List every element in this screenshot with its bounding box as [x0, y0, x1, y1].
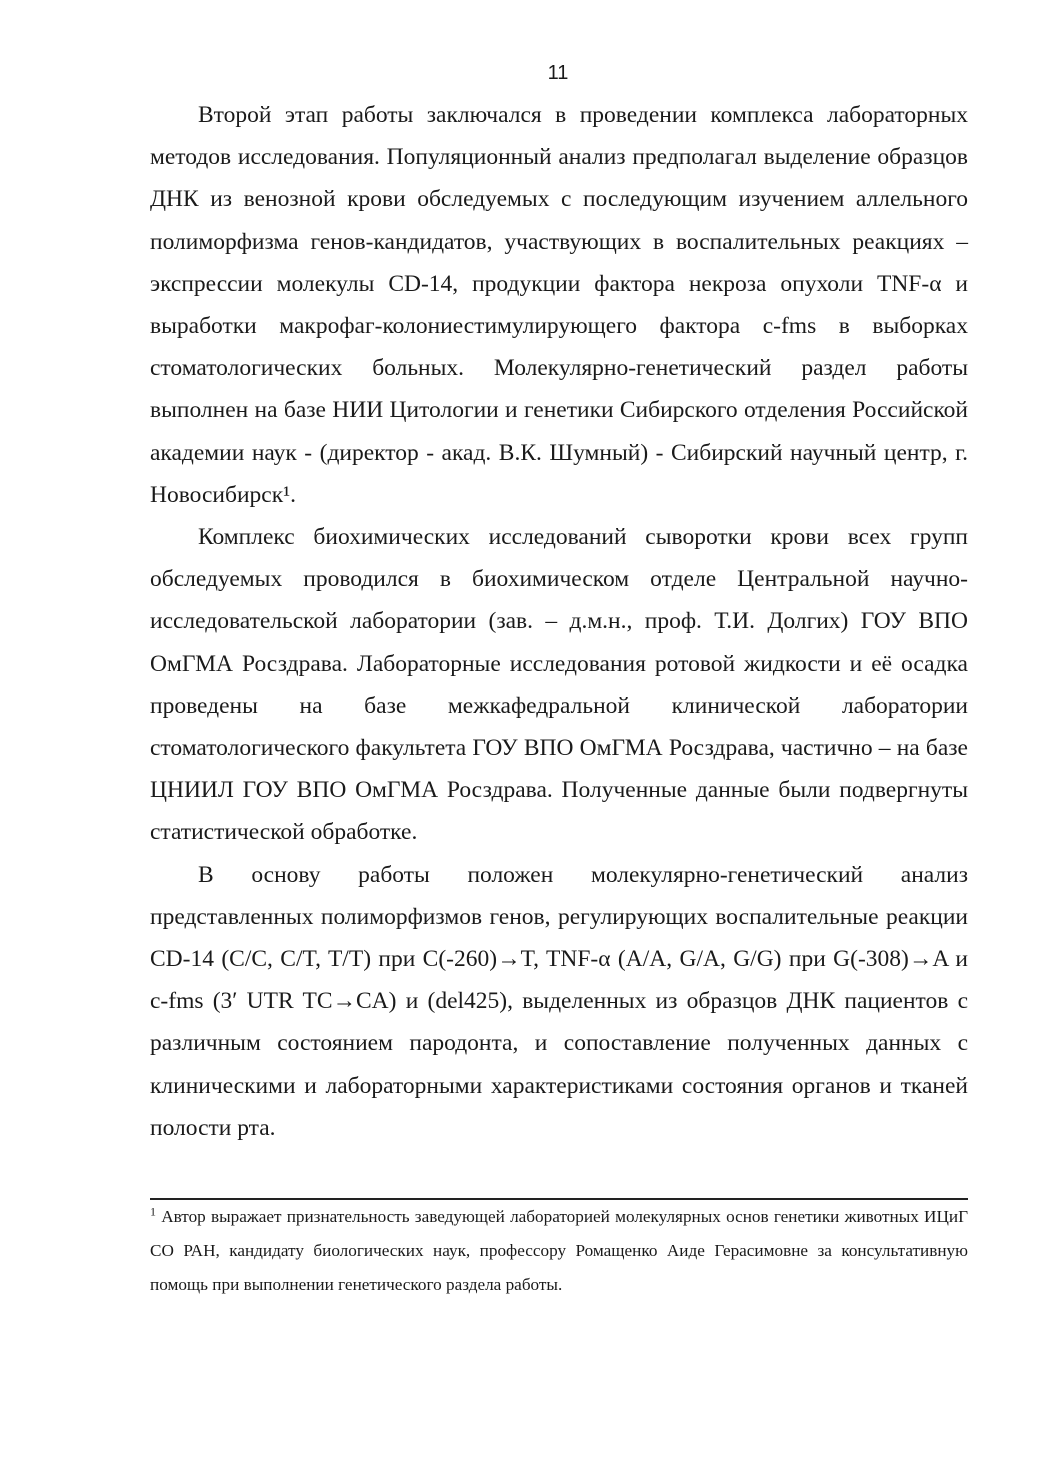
footnote-marker: 1 — [150, 1204, 156, 1219]
paragraph-genetic-analysis: В основу работы положен молекулярно-генетический анализ представленных полиморфизмов генов, регулирующих воспалительные реакции CD-14 (C/C, C/T, T/T) при C(-260)→T, TNF-α (A/A, G/A, G/G) при G(-308)→A и c-fms (3′ UTR TC→CA) и (del425), выделенных из образцов ДНК пациентов с различным состоянием пародонта, и сопоставление полученных данных с клиническими и лабораторными характеристиками состояния органов и тканей полости рта. — [150, 861, 968, 1141]
footnote-text: Автор выражает признательность заведующей лабораторией молекулярных основ генетики животных ИЦиГ СО РАН, кандидату биологических наук, профессору Ромащенко Аиде Герасимовне за консультативную помощь при выполнении генетического раздела работы. — [150, 1207, 969, 1294]
body-text — [150, 94, 968, 1149]
paragraph-lab-methods: Второй этап работы заключался в проведении комплекса лабораторных методов исследования. Популяционный анализ предполагал выделение образцов ДНК из венозной крови обследуемых с последующим изучением аллельного полиморфизма генов-кандидатов, участвующих в воспалительных реакциях – экспрессии молекулы CD-14, продукции фактора некроза опухоли TNF-α и выработки макрофаг-колониестимулирующего фактора c-fms в выборках стоматологических больных. Молекулярно-генетический раздел работы выполнен на базе НИИ Цитологии и генетики Сибирского отделения Российской академии наук - (директор - акад. В.К. Шумный) - Сибирский научный центр, г. Новосибирск¹. — [150, 102, 968, 508]
paragraph-biochemistry: Комплекс биохимических исследований сыворотки крови всех групп обследуемых проводился в биохимическом отделе Центральной научно-исследовательской лаборатории (зав. – д.м.н., проф. Т.И. Долгих) ГОУ ВПО ОмГМА Росздрава. Лабораторные исследования ротовой жидкости и её осадка проведены на базе межкафедральной клинической лаборатории стоматологического факультета ГОУ ВПО ОмГМА Росздрава, частично – на базе ЦНИИЛ ГОУ ВПО ОмГМА Росздрава. Полученные данные были подвергнуты статистической обработке. — [150, 524, 968, 846]
footnote — [150, 1200, 968, 1302]
page-number: 11 — [547, 62, 569, 84]
